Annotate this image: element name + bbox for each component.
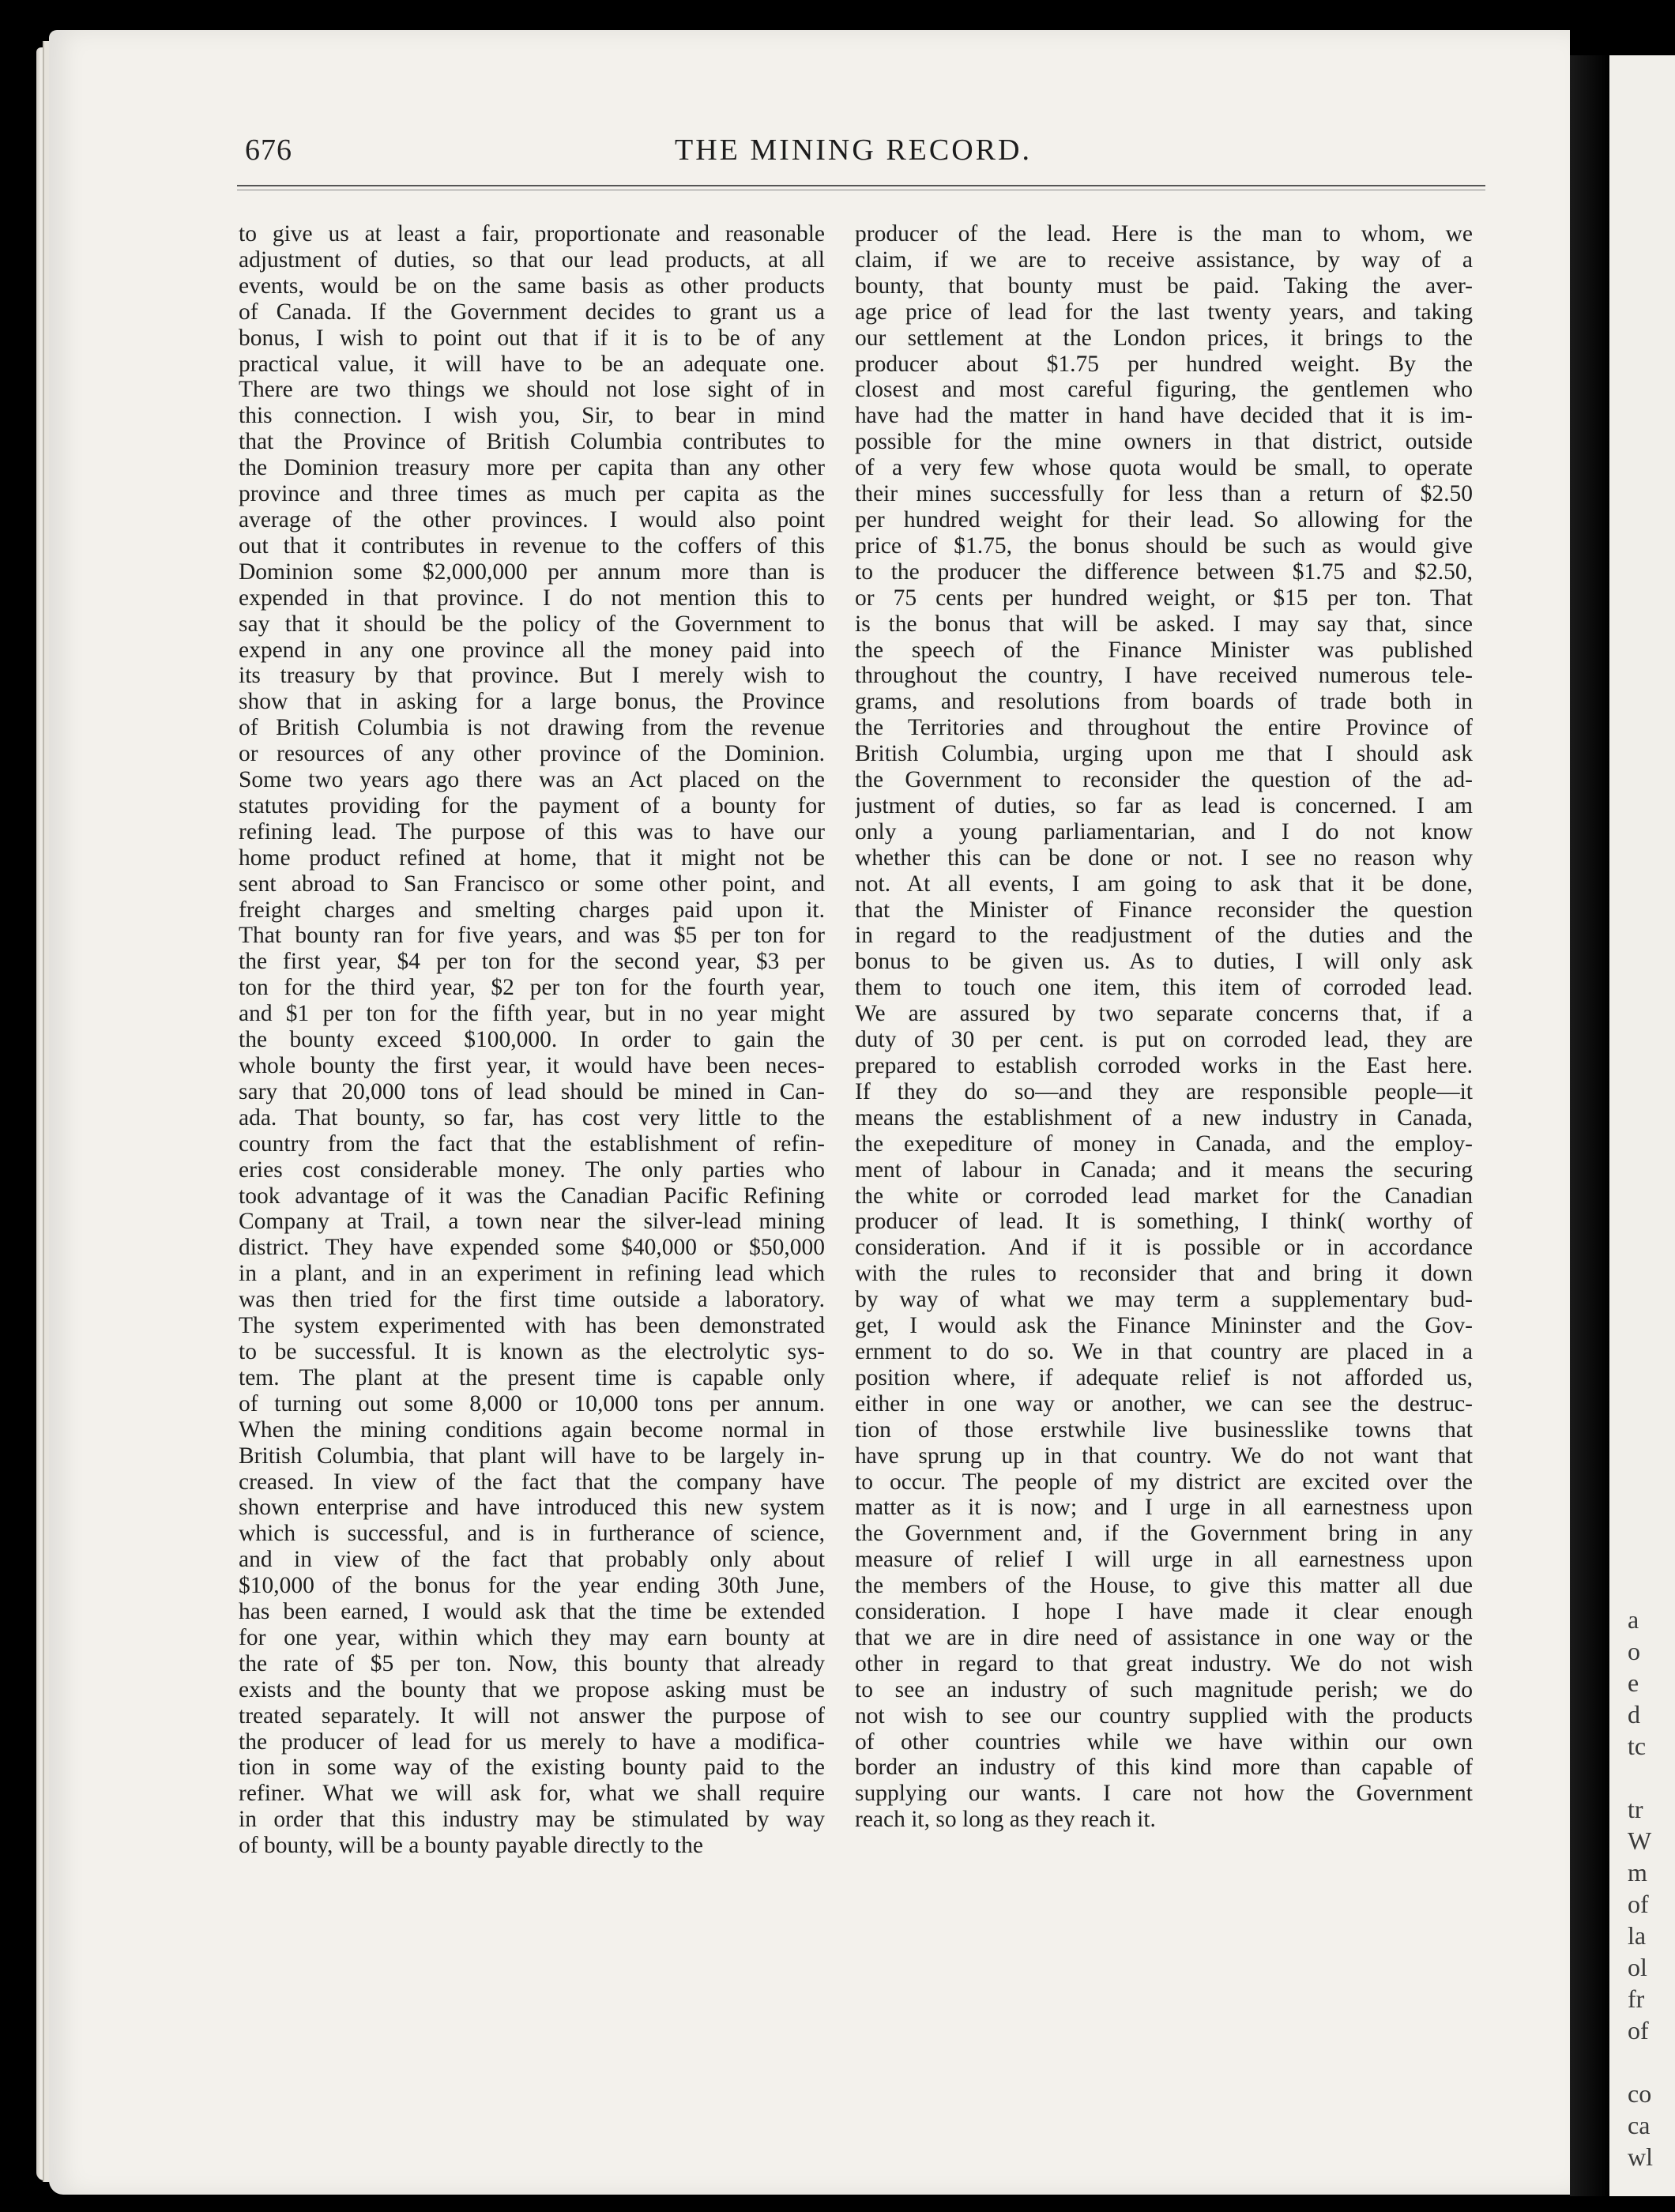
text-line: claim, if we are to receive assistance, by way of a	[855, 246, 1473, 273]
text-line: to see an industry of such magnitude perish; we do	[855, 1676, 1473, 1702]
text-line: say that it should be the policy of the Government to	[239, 611, 825, 637]
text-line: country from the fact that the establishment of refin-	[239, 1130, 825, 1157]
text-line: took advantage of it was the Canadian Pacific Refining	[239, 1183, 825, 1209]
text-line: the bounty exceed $100,000. In order to gain the	[239, 1027, 825, 1053]
text-line: of bounty, will be a bounty payable directly to the	[239, 1833, 703, 1859]
text-line: to occur. The people of my district are excited over the	[855, 1469, 1473, 1495]
text-line: Company at Trail, a town near the silver-lead mining	[239, 1209, 825, 1235]
text-line: eries cost considerable money. The only parties who	[239, 1157, 825, 1183]
text-line: The system experimented with has been demonstrated	[239, 1313, 825, 1339]
text-line: We are assured by two separate concerns that, if a	[855, 1001, 1473, 1027]
text-line: which is successful, and is in furtherance of science,	[239, 1521, 825, 1547]
text-line: throughout the country, I have received numerous tele-	[855, 663, 1473, 689]
text-line: that the Minister of Finance reconsider the question	[855, 897, 1473, 923]
text-line: is the bonus that will be asked. I may say that, since	[855, 611, 1473, 637]
text-line: sary that 20,000 tons of lead should be mined in Can-	[239, 1078, 825, 1104]
text-line: not wish to see our country supplied with the products	[855, 1702, 1473, 1729]
text-line: show that in asking for a large bonus, the Province	[239, 689, 825, 715]
text-line: price of $1.75, the bonus should be such as would give	[855, 532, 1473, 559]
text-line: ton for the third year, $2 per ton for the fourth year,	[239, 975, 825, 1001]
facing-page-fragment: tc	[1628, 1732, 1647, 1760]
facing-page-fragment: of	[1628, 1890, 1649, 1918]
text-line: and in view of the fact that probably only about	[239, 1547, 825, 1573]
page-header	[245, 133, 1493, 180]
text-line: statutes providing for the payment of a bounty for	[239, 792, 825, 818]
text-line: expend in any one province all the money paid into	[239, 637, 825, 663]
text-line: the members of the House, to give this matter all due	[855, 1573, 1473, 1599]
text-line: the rate of $5 per ton. Now, this bounty that already	[239, 1650, 825, 1676]
text-line: of turning out some 8,000 or 10,000 tons per annum.	[239, 1390, 825, 1416]
text-line: has been earned, I would ask that the time be extended	[239, 1599, 825, 1625]
header-rule	[237, 185, 1485, 186]
text-line: other in regard to that great industry. We do not wish	[855, 1650, 1473, 1676]
text-line: our settlement at the London prices, it brings to the	[855, 325, 1473, 351]
text-line: refining lead. The purpose of this was to have our	[239, 818, 825, 845]
text-line: consideration. And if it is possible or in accordance	[855, 1235, 1473, 1261]
text-line: have had the matter in hand have decided that it is im-	[855, 403, 1473, 429]
text-line: British Columbia, that plant will have to be largely in-	[239, 1443, 825, 1469]
text-line: for one year, within which they may earn bounty at	[239, 1624, 825, 1650]
text-line: prepared to establish corroded works in the East here.	[855, 1053, 1473, 1078]
text-line: treated separately. It will not answer the purpose of	[239, 1702, 825, 1729]
text-line: to give us at least a fair, proportionate and reasonable	[239, 221, 825, 246]
text-line: by way of what we may term a supplementary bud-	[855, 1287, 1473, 1313]
text-line: of other countries while we have within our own	[855, 1729, 1473, 1755]
text-line: not. At all events, I am going to ask that it be done,	[855, 871, 1473, 897]
text-line: its treasury by that province. But I merely wish to	[239, 663, 825, 689]
text-line: practical value, it will have to be an adequate one.	[239, 351, 825, 377]
text-line: the Territories and throughout the entire Province of	[855, 715, 1473, 741]
text-line: the Dominion treasury more per capita than any other	[239, 455, 825, 481]
text-line: justment of duties, so far as lead is concerned. I am	[855, 792, 1473, 818]
facing-page-fragment: d	[1628, 1700, 1640, 1729]
text-line: average of the other provinces. I would also point	[239, 506, 825, 532]
text-line: matter as it is now; and I urge in all earnestness upon	[855, 1495, 1473, 1521]
text-line: was then tried for the first time outside a laboratory.	[239, 1287, 825, 1313]
text-line: means the establishment of a new industry in Canada,	[855, 1104, 1473, 1130]
facing-page-fragment: W	[1628, 1826, 1652, 1855]
text-line: consideration. I hope I have made it clear enough	[855, 1599, 1473, 1625]
text-line: When the mining conditions again become normal in	[239, 1416, 825, 1443]
text-line: the Government to reconsider the question of the ad-	[855, 767, 1473, 793]
book-gutter	[1570, 55, 1609, 2196]
text-line: have sprung up in that country. We do not want that	[855, 1443, 1473, 1469]
text-line: bonus, I wish to point out that if it is to be of any	[239, 325, 825, 351]
facing-page-fragment	[1628, 2046, 1653, 2078]
facing-page-fragment: wl	[1628, 2142, 1653, 2171]
text-line: or resources of any other province of the Dominion.	[239, 741, 825, 767]
text-line: bounty, that bounty must be paid. Taking the aver-	[855, 273, 1473, 299]
text-line: position where, if adequate relief is not afforded us,	[855, 1364, 1473, 1390]
facing-page-fragment: ca	[1628, 2111, 1651, 2139]
text-line: ernment to do so. We in that country are placed in a	[855, 1338, 1473, 1364]
facing-page-fragment: m	[1628, 1858, 1647, 1887]
text-line: or 75 cents per hundred weight, or $15 per ton. That	[855, 585, 1473, 611]
text-line: in a plant, and in an experiment in refining lead which	[239, 1261, 825, 1287]
text-line: either in one way or another, we can see the destruc-	[855, 1390, 1473, 1416]
facing-page-fragment: fr	[1628, 1984, 1645, 2013]
text-line: producer of lead. It is something, I think( worthy of	[855, 1209, 1473, 1235]
facing-page-fragment	[1628, 1762, 1653, 1793]
text-line: home product refined at home, that it might not be	[239, 845, 825, 871]
text-line: in regard to the readjustment of the duties and the	[855, 923, 1473, 949]
text-line: bonus to be given us. As to duties, I will only ask	[855, 949, 1473, 975]
right-text-column	[855, 221, 1473, 1833]
facing-page-fragment: e	[1628, 1668, 1639, 1697]
facing-page-fragment: tr	[1628, 1795, 1643, 1823]
text-line: expended in that province. I do not mention this to	[239, 585, 825, 611]
text-line: province and three times as much per capita as the	[239, 481, 825, 507]
text-line: adjustment of duties, so that our lead products, at all	[239, 246, 825, 273]
text-line: and $1 per ton for the fifth year, but in no year might	[239, 1001, 825, 1027]
text-line: producer about $1.75 per hundred weight. By the	[855, 351, 1473, 377]
text-line: grams, and resolutions from boards of trade both in	[855, 689, 1473, 715]
journal-title: THE MINING RECORD.	[675, 134, 1032, 167]
text-line: in order that this industry may be stimulated by way	[239, 1807, 825, 1833]
text-line: to be successful. It is known as the electrolytic sys-	[239, 1338, 825, 1364]
text-line: ment of labour in Canada; and it means the securing	[855, 1157, 1473, 1183]
text-line: shown enterprise and have introduced this new system	[239, 1495, 825, 1521]
text-line: If they do so—and they are responsible people—it	[855, 1078, 1473, 1104]
text-line: whether this can be done or not. I see no reason why	[855, 845, 1473, 871]
facing-page-fragment: of	[1628, 2016, 1649, 2045]
facing-page-fragment: co	[1628, 2079, 1652, 2108]
text-line: closest and most careful figuring, the gentlemen who	[855, 377, 1473, 403]
text-line: them to touch one item, this item of corroded lead.	[855, 975, 1473, 1001]
text-line: this connection. I wish you, Sir, to bear in mind	[239, 403, 825, 429]
text-line: tion in some way of the existing bounty paid to the	[239, 1755, 825, 1781]
text-line: with the rules to reconsider that and bring it down	[855, 1261, 1473, 1287]
text-line: age price of lead for the last twenty years, and taking	[855, 299, 1473, 325]
text-line: get, I would ask the Finance Mininster and the Gov-	[855, 1313, 1473, 1339]
text-line: Dominion some $2,000,000 per annum more than is	[239, 559, 825, 585]
text-line: the producer of lead for us merely to have a modifica-	[239, 1729, 825, 1755]
text-line: that we are in dire need of assistance in one way or the	[855, 1624, 1473, 1650]
facing-page-fragment: a	[1628, 1605, 1639, 1634]
text-line: refiner. What we will ask for, what we shall require	[239, 1781, 825, 1807]
page-number: 676	[245, 134, 292, 167]
text-line: British Columbia, urging upon me that I should ask	[855, 741, 1473, 767]
facing-page-fragment: ol	[1628, 1953, 1647, 1981]
text-line: that the Province of British Columbia contributes to	[239, 429, 825, 455]
text-line: the white or corroded lead market for the Canadian	[855, 1183, 1473, 1209]
text-line: producer of the lead. Here is the man to whom, we	[855, 221, 1473, 246]
text-line: district. They have expended some $40,000 or $50,000	[239, 1235, 825, 1261]
text-line: duty of 30 per cent. is put on corroded lead, they are	[855, 1027, 1473, 1053]
facing-page-text-fragments	[1628, 1604, 1653, 2172]
text-line: only a young parliamentarian, and I do not know	[855, 818, 1473, 845]
text-line: reach it, so long as they reach it.	[855, 1807, 1156, 1833]
text-line: supplying our wants. I care not how the Government	[855, 1781, 1473, 1807]
left-text-column	[239, 221, 825, 1859]
text-line: possible for the mine owners in that district, outside	[855, 429, 1473, 455]
text-line: There are two things we should not lose sight of in	[239, 377, 825, 403]
text-line: sent abroad to San Francisco or some other point, and	[239, 871, 825, 897]
text-line: of a very few whose quota would be small, to operate	[855, 455, 1473, 481]
text-line: tem. The plant at the present time is capable only	[239, 1364, 825, 1390]
text-line: $10,000 of the bonus for the year ending 30th June,	[239, 1573, 825, 1599]
text-line: of British Columbia is not drawing from the revenue	[239, 715, 825, 741]
text-line: the Government and, if the Government bring in any	[855, 1521, 1473, 1547]
text-line: exists and the bounty that we propose asking must be	[239, 1676, 825, 1702]
text-line: events, would be on the same basis as other products	[239, 273, 825, 299]
text-line: out that it contributes in revenue to the coffers of this	[239, 532, 825, 559]
text-line: the speech of the Finance Minister was published	[855, 637, 1473, 663]
text-line: tion of those erstwhile live businesslike towns that	[855, 1416, 1473, 1443]
text-line: Some two years ago there was an Act placed on the	[239, 767, 825, 793]
text-line: ada. That bounty, so far, has cost very little to the	[239, 1104, 825, 1130]
text-line: the first year, $4 per ton for the second year, $3 per	[239, 949, 825, 975]
text-line: freight charges and smelting charges paid upon it.	[239, 897, 825, 923]
facing-page-fragment: o	[1628, 1637, 1640, 1665]
text-line: the exepediture of money in Canada, and the employ-	[855, 1130, 1473, 1157]
text-line: to the producer the difference between $1.75 and $2.50,	[855, 559, 1473, 585]
text-line: per hundred weight for their lead. So allowing for the	[855, 506, 1473, 532]
facing-page-fragment: la	[1628, 1921, 1647, 1950]
text-line: whole bounty the first year, it would have been neces-	[239, 1053, 825, 1078]
text-line: measure of relief I will urge in all earnestness upon	[855, 1547, 1473, 1573]
text-line: creased. In view of the fact that the company have	[239, 1469, 825, 1495]
text-line: That bounty ran for five years, and was $5 per ton for	[239, 923, 825, 949]
text-line: border an industry of this kind more than capable of	[855, 1755, 1473, 1781]
text-line: of Canada. If the Government decides to grant us a	[239, 299, 825, 325]
text-line: their mines successfully for less than a return of $2.50	[855, 481, 1473, 507]
